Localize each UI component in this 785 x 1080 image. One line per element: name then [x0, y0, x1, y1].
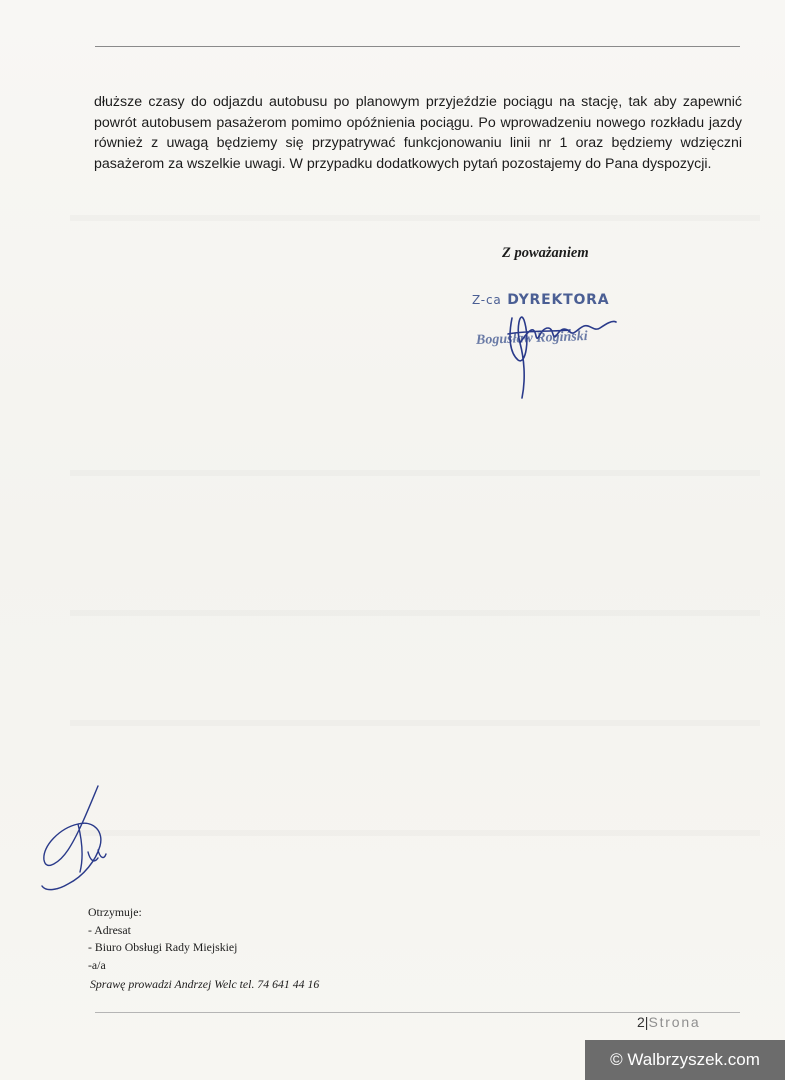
handled-by-note: Sprawę prowadzi Andrzej Welc tel. 74 641 44 16	[90, 977, 320, 991]
closing-salutation: Z poważaniem	[502, 245, 589, 261]
page-number-label: Strona	[648, 1014, 701, 1030]
stamp-name: Bogusław Rogiński	[475, 329, 588, 348]
bleed-through	[70, 610, 760, 616]
page-number-value: 2	[637, 1014, 645, 1030]
page-number	[637, 1014, 701, 1030]
bleed-through	[70, 720, 760, 726]
handwritten-initials	[38, 780, 128, 900]
bleed-through	[70, 470, 760, 476]
header-rule	[95, 46, 740, 47]
site-watermark: © Walbrzyszek.com	[585, 1040, 785, 1080]
stamp-title: DYREKTORA	[507, 292, 610, 308]
recipient-item: - Adresat	[88, 922, 131, 937]
stamp-prefix: Z-ca	[472, 293, 502, 307]
footer-rule	[95, 1012, 740, 1013]
recipient-item: -a/a	[88, 957, 106, 972]
page-number-separator: |	[644, 1014, 649, 1030]
recipient-item: - Biuro Obsługi Rady Miejskiej	[88, 940, 238, 955]
director-signature	[490, 298, 620, 408]
recipients-list	[88, 904, 237, 974]
bleed-through	[70, 215, 760, 221]
bleed-through	[70, 830, 760, 836]
letter-body: dłuższe czasy do odjazdu autobusu po planowym przyjeździe pociągu na stację, tak aby zapewnić powrót autobusem pasażerom pomimo opóźnienia pociągu. Po wprowadzeniu nowego rozkładu jazdy również z uwagą będziemy się przypatrywać funkcjonowaniu linii nr 1 oraz będziemy wdzięczni pasażerom za wszelkie uwagi. W przypadku dodatkowych pytań pozostajemy do Pana dyspozycji.	[94, 94, 742, 172]
recipients-heading: Otrzymuje:	[88, 905, 142, 919]
